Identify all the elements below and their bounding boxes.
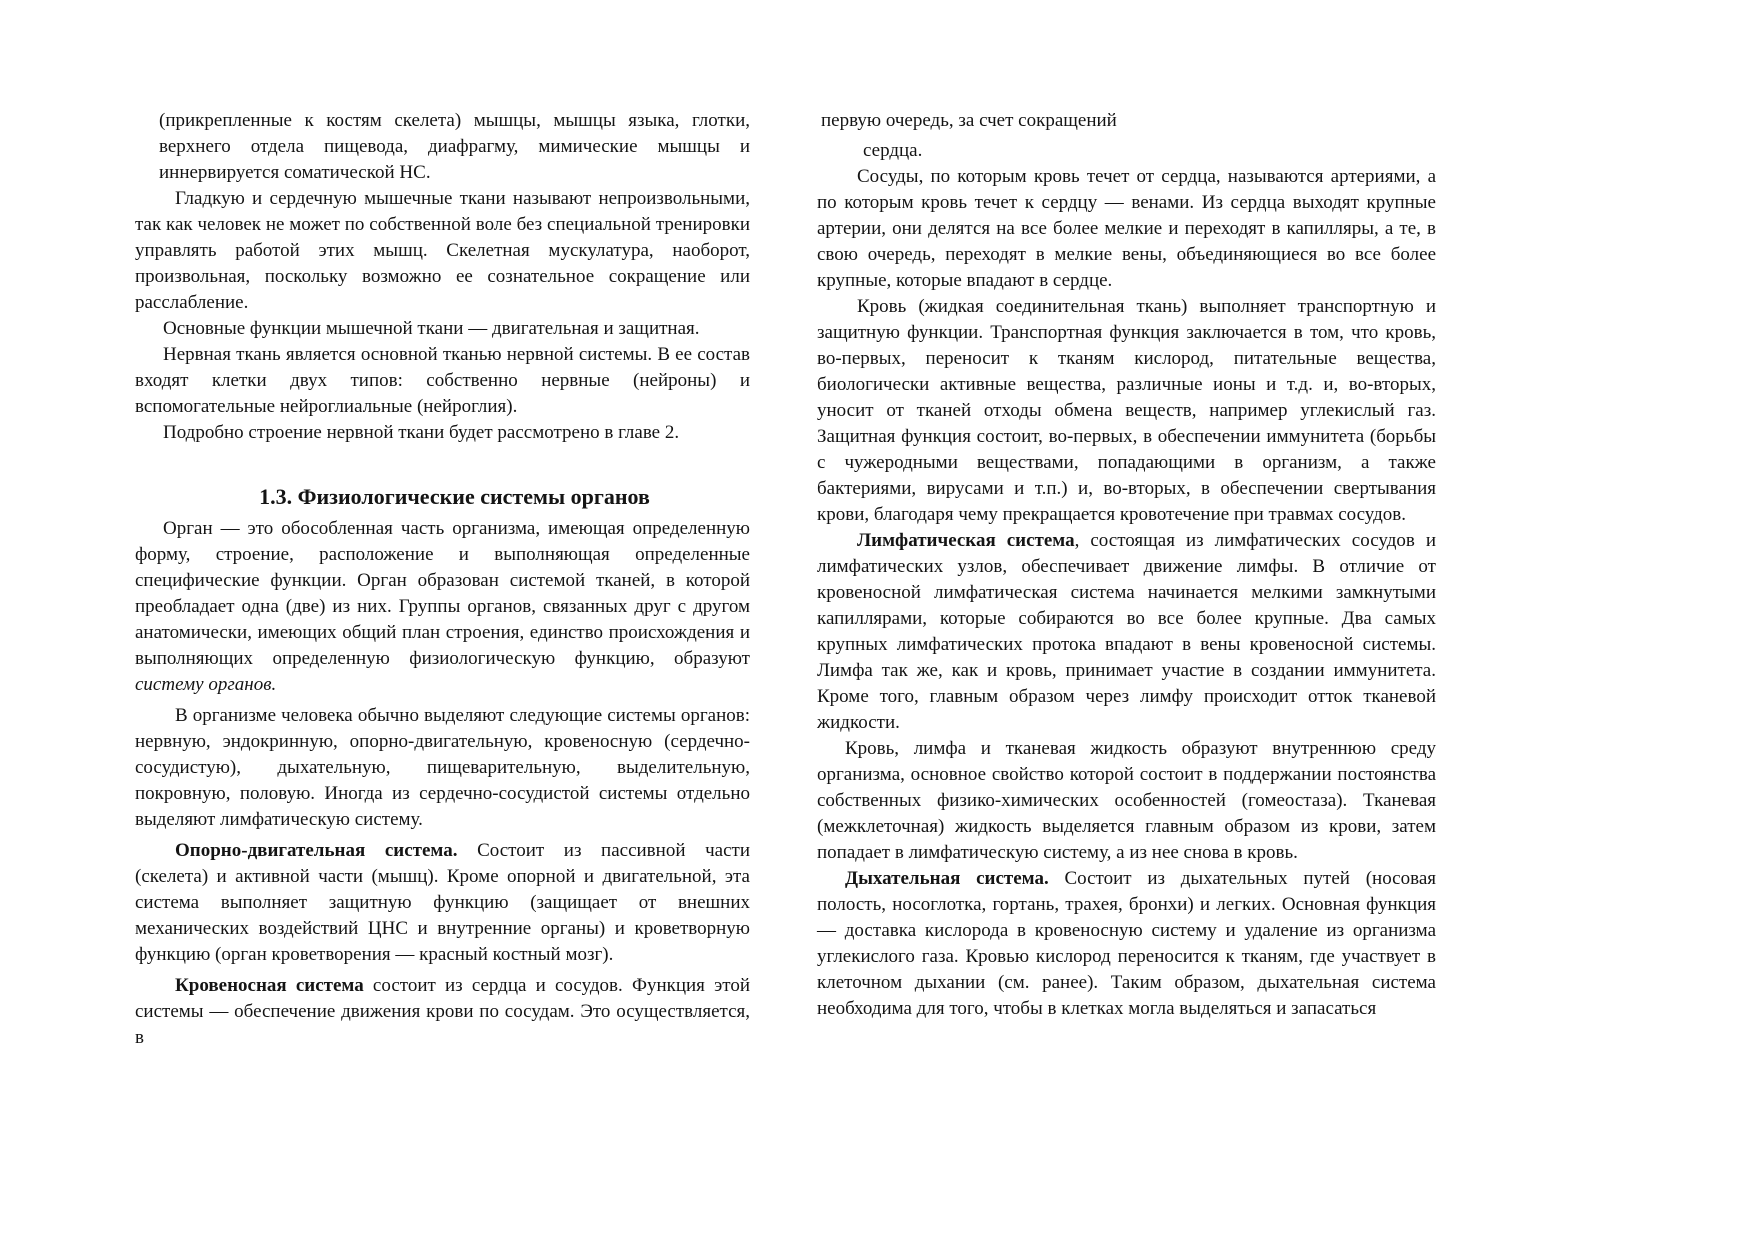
circulatory-system-text: состоит из сердца и сосудов. Функция этой системы — обеспечение движения крови по сосудам. Это осуществляется, в [135,975,750,1048]
paragraph-muscle-list: (прикрепленные к костям скелета) мышцы, мышцы языка, глотки, верхнего отдела пищевода, диафрагму, мимические мышцы и иннервируется соматической НС. [159,110,750,183]
paragraph-respiratory-system [817,866,1436,1022]
organ-system-term: систему органов. [135,674,277,695]
paragraph-blood-vessels: Сосуды, по которым кровь течет от сердца, называются артериями, а по которым кровь течет к сердцу — венами. Из сердца выходят крупные артерии, они делятся на все более мелкие и переходят в капилляры, а те, в свою очередь, переходят в мелкие вены, объединяющиеся во все более крупные, которые впадают в сердце. [817,166,1436,291]
paragraph-nervous-tissue: Нервная ткань является основной тканью нервной системы. В ее состав входят клетки двух типов: собственно нервные (нейроны) и вспомогательные нейроглиальные (нейроглия). [135,344,750,417]
paragraph-organ-definition [135,516,750,698]
respiratory-system-text: Состоит из дыхательных путей (носовая полость, носоглотка, гортань, трахея, бронхи) и легких. Основная функция — доставка кислорода в кровеносную систему и удаление из организма углекислого газа. Кровью кислород переносится к тканям, где участвует в клеточном дыхании (см. ранее). Таким образом, дыхательная система необходима для того, чтобы в клетках могла выделяться и запасаться [817,868,1436,1019]
organ-definition-text: Орган — это обособленная часть организма, имеющая определенную форму, строение, расположение и выполняющая определенные специфические функции. Орган образован системой тканей, в которой преобладает одна (две) из них. Группы органов, связанных друг с другом анатомически, имеющих общий план строения, единство происхождения и выполняющих определенную физиологическую функцию, образуют [135,518,750,669]
right-column [817,108,1436,1022]
paragraph-muscle-functions: Основные функции мышечной ткани — двигательная и защитная. [163,318,700,339]
section-heading: 1.3. Физиологические системы органов [259,484,650,509]
lymphatic-system-text: , состоящая из лимфатических сосудов и лимфатических узлов, обеспечивает движение лимфы. В отличие от кровеносной лимфатическая система начинается мелкими замкнутыми капиллярами, которые собираются во все более крупные. Два самых крупных лимфатических протока впадают в вены кровеносной системы. Лимфа так же, как и кровь, принимает участие в создании иммунитета. Кроме того, главным образом через лимфу происходит отток тканевой жидкости. [817,530,1436,733]
lymphatic-system-term: Лимфатическая система [857,530,1075,551]
paragraph-chapter-reference: Подробно строение нервной ткани будет рассмотрено в главе 2. [163,422,680,443]
paragraph-lymphatic-system [817,528,1436,736]
musculoskeletal-system-term: Опорно-двигательная система. [175,840,458,861]
paragraph-internal-environment: Кровь, лимфа и тканевая жидкость образуют внутреннюю среду организма, основное свойство которой состоит в поддержании постоянства собственных физико-химических особенностей (гомеостаза). Тканевая (межклеточная) жидкость выделяется главным образом из крови, затем попадает в лимфатическую систему, а из нее снова в кровь. [817,738,1436,863]
paragraph-involuntary-muscles: Гладкую и сердечную мышечные ткани называют непроизвольными, так как человек не может по собственной воле без специальной тренировки управлять работой этих мышц. Скелетная мускулатура, наоборот, произвольная, поскольку возможно ее сознательное сокращение или расслабление. [135,188,750,313]
paragraph-continuation: первую очередь, за счет сокращений [821,110,1117,131]
musculoskeletal-system-text: Состоит из пассивной части (скелета) и активной части (мышц). Кроме опорной и двигательной, эта система выполняет защитную функцию (защищает от внешних механических воздействий ЦНС и внутренние органы) и кроветворную функцию (орган кроветворения — красный костный мозг). [135,840,750,965]
circulatory-system-term: Кровеносная система [175,975,364,996]
respiratory-system-term: Дыхательная система. [845,868,1049,889]
paragraph-circulatory-system [135,973,750,1051]
paragraph-organ-systems-list: В организме человека обычно выделяют следующие системы органов: нервную, эндокринную, опорно-двигательную, кровеносную (сердечно-сосудистую), дыхательную, пищеварительную, выделительную, покровную, половую. Иногда из сердечно-сосудистой системы отдельно выделяют лимфатическую систему. [135,705,750,830]
paragraph-heart-word: сердца. [863,140,923,161]
paragraph-musculoskeletal-system [135,838,750,968]
paragraph-blood-functions: Кровь (жидкая соединительная ткань) выполняет транспортную и защитную функции. Транспортная функция заключается в том, что кровь, во-первых, переносит к тканям кислород, питательные вещества, биологически активные вещества, различные ионы и т.д. и, во-вторых, уносит от тканей отходы обмена веществ, например углекислый газ. Защитная функция состоит, во-первых, в обеспечении иммунитета (борьбы с чужеродными веществами, попадающими в организм, а также бактериями, вирусами и т.п.) и, во-вторых, в обеспечении свертывания крови, благодаря чему прекращается кровотечение при травмах сосудов. [817,296,1436,525]
left-column [135,108,750,1051]
